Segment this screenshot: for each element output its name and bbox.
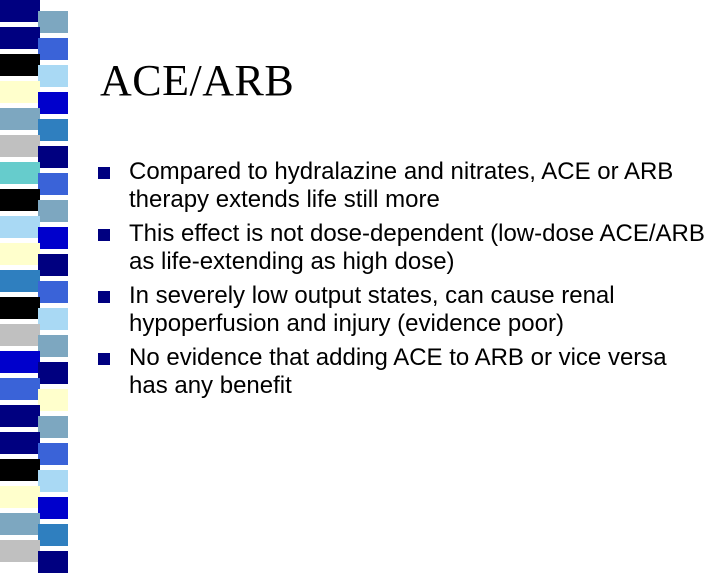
stripe-segment [0,0,40,22]
bullet-list [98,158,710,406]
bullet-text: In severely low output states, can cause renal hypoperfusion and injury (evidence poor) [129,282,615,337]
stripe-segment [0,432,40,454]
stripe-segment [0,27,40,49]
stripe-segment [0,459,40,481]
slide-title: ACE/ARB [100,56,295,105]
stripe-segment [38,227,68,249]
stripe-segment [38,308,68,330]
stripe-segment [38,335,68,357]
bullet-text: This effect is not dose-dependent (low-dose ACE/ARB as life-extending as high dose) [129,220,705,275]
square-bullet-icon [98,291,110,303]
stripe-segment [38,551,68,573]
stripe-segment [0,540,40,562]
stripe-segment [38,389,68,411]
stripe-segment [38,92,68,114]
stripe-segment [38,416,68,438]
bullet-item [98,344,710,400]
stripe-segment [38,443,68,465]
stripe-segment [0,270,40,292]
stripe-segment [0,405,40,427]
stripe-segment [38,200,68,222]
stripe-segment [38,65,68,87]
stripe-segment [0,513,40,535]
stripe-segment [38,11,68,33]
stripe-segment [38,470,68,492]
decorative-stripe-bar [0,0,72,540]
stripe-segment [0,324,40,346]
stripe-segment [38,362,68,384]
square-bullet-icon [98,353,110,365]
stripe-segment [0,108,40,130]
stripe-segment [0,216,40,238]
stripe-segment [0,378,40,400]
stripe-segment [0,243,40,265]
stripe-segment [38,146,68,168]
stripe-segment [0,486,40,508]
stripe-segment [0,351,40,373]
stripe-segment [38,524,68,546]
stripe-segment [0,81,40,103]
stripe-segment [38,497,68,519]
bullet-item [98,220,710,276]
bullet-text: No evidence that adding ACE to ARB or vice versa has any benefit [129,344,667,399]
bullet-text: Compared to hydralazine and nitrates, ACE or ARB therapy extends life still more [129,158,674,213]
stripe-segment [0,162,40,184]
stripe-segment [38,38,68,60]
stripe-segment [38,281,68,303]
bullet-item [98,282,710,338]
stripe-segment [38,173,68,195]
stripe-segment [38,119,68,141]
square-bullet-icon [98,229,110,241]
stripe-segment [0,135,40,157]
square-bullet-icon [98,167,110,179]
bullet-item [98,158,710,214]
stripe-segment [0,297,40,319]
stripe-segment [0,189,40,211]
stripe-segment [38,254,68,276]
stripe-segment [0,54,40,76]
